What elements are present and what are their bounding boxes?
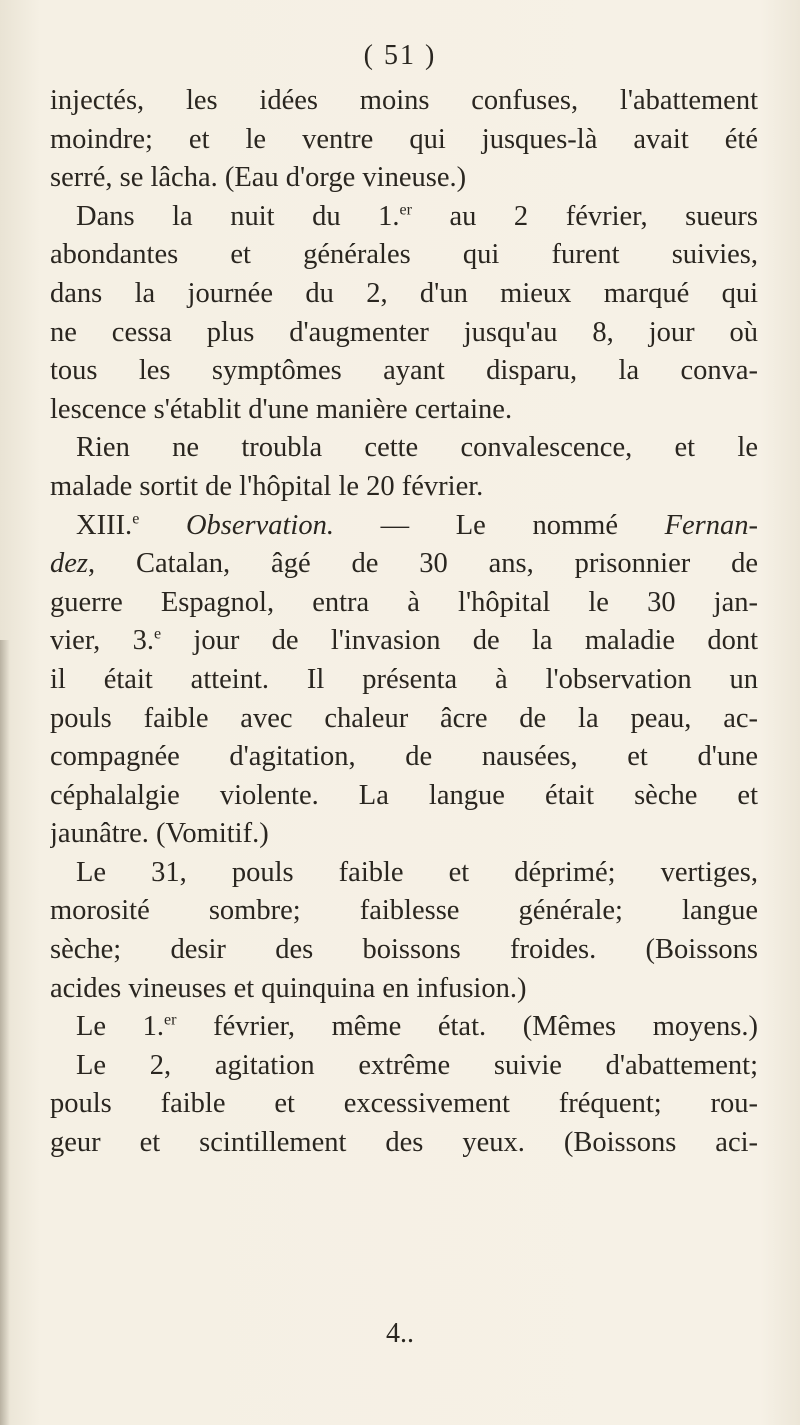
text-line — [50, 352, 758, 391]
text-line — [50, 1008, 758, 1047]
text-line — [50, 661, 758, 700]
text-fragment: compagnée d'agitation, de nausées, et d'une — [50, 741, 758, 773]
text-fragment: sèche; desir des boissons froides. (Boissons — [50, 934, 758, 966]
text-fragment: au 2 février, sueurs — [411, 200, 758, 232]
text-fragment: — Le nommé — [333, 509, 665, 541]
signature-mark: 4.. — [386, 1318, 414, 1349]
text-line — [50, 391, 758, 430]
text-fragment: vier, 3. — [50, 625, 154, 657]
text-fragment: Dans la nuit du 1. — [76, 200, 400, 232]
text-fragment: abondantes et générales qui furent suivies, — [50, 239, 758, 271]
text-fragment: guerre Espagnol, entra à l'hôpital le 30 jan- — [50, 586, 758, 618]
text-fragment: pouls faible avec chaleur âcre de la peau, ac- — [50, 702, 758, 734]
text-fragment: morosité sombre; faiblesse générale; langue — [50, 895, 758, 927]
text-fragment: Rien ne troubla cette convalescence, et le — [76, 432, 758, 464]
text-line — [50, 1124, 758, 1163]
text-line — [50, 1085, 758, 1124]
text-line — [50, 892, 758, 931]
text-line — [50, 121, 758, 160]
text-fragment: ne cessa plus d'augmenter jusqu'au 8, jour où — [50, 316, 758, 348]
text-fragment: e — [132, 510, 140, 528]
text-fragment: dez — [50, 548, 88, 580]
text-fragment: Observation. — [185, 509, 334, 541]
page-number-header: ( 51 ) — [363, 40, 437, 71]
text-line — [50, 545, 758, 584]
text-fragment: e — [153, 625, 162, 643]
text-line — [50, 738, 758, 777]
text-line — [50, 159, 758, 198]
text-line — [50, 198, 758, 237]
text-fragment: Fernan- — [664, 509, 758, 541]
text-fragment: er — [399, 201, 412, 219]
text-line — [50, 429, 758, 468]
text-fragment: jour de l'invasion de la maladie dont — [161, 625, 758, 657]
text-fragment: er — [164, 1011, 177, 1029]
text-line — [50, 468, 758, 507]
text-line — [50, 931, 758, 970]
text-fragment: Le 1. — [76, 1011, 165, 1043]
text-fragment: injectés, les idées moins confuses, l'abattement — [50, 85, 758, 116]
text-line — [50, 622, 758, 661]
text-fragment — [139, 510, 186, 541]
page-edge-shadow — [0, 640, 10, 1425]
text-line — [50, 777, 758, 816]
text-fragment: dans la journée du 2, d'un mieux marqué qui — [50, 277, 758, 309]
text-fragment: acides vineuses et quinquina en infusion.) — [50, 972, 527, 1004]
text-fragment: malade sortit de l'hôpital le 20 février. — [50, 470, 484, 502]
text-fragment: XIII. — [76, 509, 133, 541]
text-line — [50, 236, 758, 275]
text-line — [50, 700, 758, 739]
text-fragment: tous les symptômes ayant disparu, la conva- — [50, 355, 758, 387]
text-line — [50, 584, 758, 623]
body-text — [50, 82, 758, 1163]
text-fragment: pouls faible et excessivement fréquent; rou- — [50, 1088, 758, 1120]
text-fragment: Le 2, agitation extrême suivie d'abattement; — [76, 1049, 758, 1081]
text-fragment: céphalalgie violente. La langue était sèche et — [50, 779, 758, 811]
text-fragment: moindre; et le ventre qui jusques-là avait été — [50, 123, 758, 155]
text-fragment: geur et scintillement des yeux. (Boissons aci- — [50, 1127, 758, 1159]
text-fragment: Le 31, pouls faible et déprimé; vertiges, — [76, 856, 758, 888]
text-fragment: février, même état. (Mêmes moyens.) — [176, 1011, 758, 1043]
text-fragment: serré, se lâcha. (Eau d'orge vineuse.) — [50, 162, 467, 194]
text-fragment: il était atteint. Il présenta à l'observation un — [50, 663, 758, 695]
text-line — [50, 1047, 758, 1086]
text-fragment: lescence s'établit d'une manière certaine. — [50, 393, 513, 425]
text-line — [50, 82, 758, 121]
text-fragment: jaunâtre. (Vomitif.) — [50, 818, 269, 850]
text-fragment: , Catalan, âgé de 30 ans, prisonnier de — [88, 548, 758, 580]
text-line — [50, 275, 758, 314]
text-line — [50, 970, 758, 1009]
text-line — [50, 507, 758, 546]
text-line — [50, 854, 758, 893]
text-line — [50, 314, 758, 353]
text-line — [50, 815, 758, 854]
